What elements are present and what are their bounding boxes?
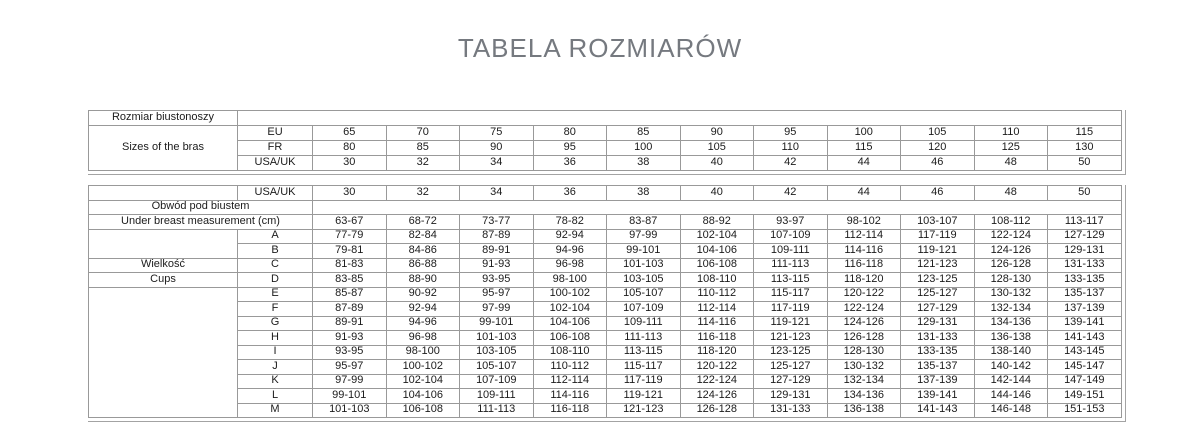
cup-range-cell: 116-118 <box>533 403 607 418</box>
cup-range-cell: 114-116 <box>680 316 754 331</box>
cup-range-cell: 119-121 <box>754 316 828 331</box>
cup-range-cell: 109-111 <box>754 244 828 259</box>
size-value-cell: 90 <box>460 141 534 156</box>
size-value-cell: 70 <box>386 126 460 141</box>
cup-range-cell: 111-113 <box>460 403 534 418</box>
cup-letter-cell: J <box>238 360 313 375</box>
cup-range-cell: 111-113 <box>754 258 828 273</box>
cup-range-cell: 103-105 <box>460 345 534 360</box>
usa-uk-header: USA/UK <box>238 186 313 201</box>
cup-range-cell: 110-112 <box>533 360 607 375</box>
cup-range-cell: 135-137 <box>1048 287 1122 302</box>
size-value-cell: 46 <box>901 156 975 171</box>
size-value-cell: 44 <box>827 156 901 171</box>
cup-range-cell: 132-134 <box>974 302 1048 317</box>
cup-range-cell: 128-130 <box>974 273 1048 288</box>
size-value-cell: 34 <box>460 156 534 171</box>
underbreast-value-cell: 108-112 <box>974 215 1048 230</box>
cup-range-cell: 112-114 <box>680 302 754 317</box>
cup-range-cell: 85-87 <box>313 287 387 302</box>
cup-range-cell: 123-125 <box>754 345 828 360</box>
page-title: TABELA ROZMIARÓW <box>457 33 743 63</box>
system-label: EU <box>238 126 313 141</box>
cup-range-cell: 120-122 <box>680 360 754 375</box>
cup-range-cell: 137-139 <box>901 374 975 389</box>
cup-range-cell: 131-133 <box>1048 258 1122 273</box>
underbreast-label-en: Under breast measurement (cm) <box>89 215 313 230</box>
cup-range-cell: 105-107 <box>460 360 534 375</box>
size-value-cell: 105 <box>901 126 975 141</box>
cup-range-cell: 96-98 <box>533 258 607 273</box>
size-value-cell: 75 <box>460 126 534 141</box>
cup-letter-cell: M <box>238 403 313 418</box>
cup-range-cell: 86-88 <box>386 258 460 273</box>
size-value-cell: 110 <box>974 126 1048 141</box>
underbreast-value-cell: 98-102 <box>827 215 901 230</box>
cup-range-cell: 103-105 <box>607 273 681 288</box>
usa-uk-value-cell: 50 <box>1048 186 1122 201</box>
cup-range-cell: 92-94 <box>533 229 607 244</box>
cup-range-cell: 116-118 <box>827 258 901 273</box>
size-value-cell: 42 <box>754 156 828 171</box>
cup-range-cell: 101-103 <box>607 258 681 273</box>
underbreast-value-cell: 113-117 <box>1048 215 1122 230</box>
cup-range-cell: 123-125 <box>901 273 975 288</box>
cup-letter-cell: D <box>238 273 313 288</box>
cup-range-cell: 116-118 <box>680 331 754 346</box>
underbreast-value-cell: 73-77 <box>460 215 534 230</box>
cup-range-cell: 136-138 <box>974 331 1048 346</box>
cup-range-cell: 143-145 <box>1048 345 1122 360</box>
cup-range-cell: 135-137 <box>901 360 975 375</box>
cup-range-cell: 114-116 <box>533 389 607 404</box>
cups-label-en: Cups <box>89 273 238 288</box>
size-tables-area <box>88 63 1128 427</box>
size-value-cell: 95 <box>533 141 607 156</box>
cup-letter-cell: G <box>238 316 313 331</box>
cup-range-cell: 125-127 <box>901 287 975 302</box>
bras-label-en: Sizes of the bras <box>89 126 238 171</box>
cup-range-cell: 141-143 <box>1048 331 1122 346</box>
cup-range-cell: 101-103 <box>460 331 534 346</box>
cup-range-cell: 138-140 <box>974 345 1048 360</box>
cup-range-cell: 99-101 <box>460 316 534 331</box>
cup-letter-cell: E <box>238 287 313 302</box>
usa-uk-value-cell: 46 <box>901 186 975 201</box>
cup-range-cell: 129-131 <box>754 389 828 404</box>
size-value-cell: 85 <box>607 126 681 141</box>
empty-cell <box>238 111 1122 126</box>
cup-range-cell: 94-96 <box>533 244 607 259</box>
underbreast-value-cell: 93-97 <box>754 215 828 230</box>
bras-table-frame <box>88 110 1126 175</box>
cup-range-cell: 130-132 <box>974 287 1048 302</box>
cup-range-cell: 147-149 <box>1048 374 1122 389</box>
usa-uk-value-cell: 42 <box>754 186 828 201</box>
cup-range-cell: 106-108 <box>386 403 460 418</box>
usa-uk-value-cell: 40 <box>680 186 754 201</box>
system-label: USA/UK <box>238 156 313 171</box>
cup-range-cell: 146-148 <box>974 403 1048 418</box>
size-value-cell: 105 <box>680 141 754 156</box>
cup-range-cell: 118-120 <box>827 273 901 288</box>
cup-range-cell: 124-126 <box>974 244 1048 259</box>
cup-range-cell: 84-86 <box>386 244 460 259</box>
cup-range-cell: 145-147 <box>1048 360 1122 375</box>
cup-range-cell: 129-131 <box>901 316 975 331</box>
cup-range-cell: 81-83 <box>313 258 387 273</box>
empty-cell <box>89 287 238 418</box>
cup-range-cell: 130-132 <box>827 360 901 375</box>
cup-range-cell: 111-113 <box>607 331 681 346</box>
underbreast-value-cell: 68-72 <box>386 215 460 230</box>
size-value-cell: 38 <box>607 156 681 171</box>
usa-uk-value-cell: 34 <box>460 186 534 201</box>
usa-uk-value-cell: 32 <box>386 186 460 201</box>
cup-range-cell: 91-93 <box>313 331 387 346</box>
cup-range-cell: 141-143 <box>901 403 975 418</box>
cup-range-cell: 122-124 <box>827 302 901 317</box>
cup-range-cell: 101-103 <box>313 403 387 418</box>
cup-range-cell: 124-126 <box>680 389 754 404</box>
usa-uk-value-cell: 30 <box>313 186 387 201</box>
cup-range-cell: 114-116 <box>827 244 901 259</box>
cup-letter-cell: K <box>238 374 313 389</box>
cup-range-cell: 95-97 <box>460 287 534 302</box>
cup-range-cell: 107-109 <box>607 302 681 317</box>
cup-range-cell: 94-96 <box>386 316 460 331</box>
cup-range-cell: 104-106 <box>386 389 460 404</box>
cup-range-cell: 118-120 <box>680 345 754 360</box>
size-value-cell: 90 <box>680 126 754 141</box>
size-value-cell: 100 <box>607 141 681 156</box>
cup-range-cell: 119-121 <box>607 389 681 404</box>
underbreast-value-cell: 103-107 <box>901 215 975 230</box>
cup-range-cell: 121-123 <box>607 403 681 418</box>
cup-range-cell: 106-108 <box>680 258 754 273</box>
cup-range-cell: 108-110 <box>680 273 754 288</box>
size-value-cell: 36 <box>533 156 607 171</box>
cup-range-cell: 87-89 <box>313 302 387 317</box>
cup-range-cell: 117-119 <box>754 302 828 317</box>
cup-range-cell: 140-142 <box>974 360 1048 375</box>
cup-range-cell: 107-109 <box>754 229 828 244</box>
empty-cell <box>89 186 238 201</box>
cup-range-cell: 136-138 <box>827 403 901 418</box>
cup-range-cell: 110-112 <box>680 287 754 302</box>
cup-range-cell: 97-99 <box>607 229 681 244</box>
cup-range-cell: 100-102 <box>533 287 607 302</box>
size-value-cell: 85 <box>386 141 460 156</box>
cup-range-cell: 96-98 <box>386 331 460 346</box>
cup-range-cell: 149-151 <box>1048 389 1122 404</box>
underbreast-value-cell: 83-87 <box>607 215 681 230</box>
cup-range-cell: 120-122 <box>827 287 901 302</box>
cup-range-cell: 102-104 <box>533 302 607 317</box>
size-value-cell: 48 <box>974 156 1048 171</box>
cup-range-cell: 97-99 <box>460 302 534 317</box>
cup-range-cell: 139-141 <box>901 389 975 404</box>
size-value-cell: 125 <box>974 141 1048 156</box>
size-value-cell: 80 <box>313 141 387 156</box>
cup-range-cell: 127-129 <box>1048 229 1122 244</box>
size-value-cell: 110 <box>754 141 828 156</box>
cup-range-cell: 133-135 <box>901 345 975 360</box>
cup-size-table <box>88 185 1122 418</box>
cup-range-cell: 121-123 <box>901 258 975 273</box>
cup-range-cell: 124-126 <box>827 316 901 331</box>
size-value-cell: 115 <box>827 141 901 156</box>
cup-letter-cell: L <box>238 389 313 404</box>
cup-range-cell: 113-115 <box>754 273 828 288</box>
size-value-cell: 50 <box>1048 156 1122 171</box>
cup-range-cell: 144-146 <box>974 389 1048 404</box>
underbreast-label-pl: Obwód pod biustem <box>89 200 313 215</box>
cup-range-cell: 115-117 <box>754 287 828 302</box>
size-value-cell: 65 <box>313 126 387 141</box>
bras-size-table <box>88 110 1122 171</box>
cups-label-pl: Wielkość <box>89 258 238 273</box>
cup-range-cell: 134-136 <box>974 316 1048 331</box>
cup-range-cell: 131-133 <box>754 403 828 418</box>
cup-range-cell: 77-79 <box>313 229 387 244</box>
cup-range-cell: 109-111 <box>607 316 681 331</box>
bras-label-pl: Rozmiar biustonoszy <box>89 111 238 126</box>
cup-range-cell: 89-91 <box>313 316 387 331</box>
cup-range-cell: 131-133 <box>901 331 975 346</box>
cup-range-cell: 119-121 <box>901 244 975 259</box>
cup-range-cell: 100-102 <box>386 360 460 375</box>
cup-range-cell: 117-119 <box>607 374 681 389</box>
cup-range-cell: 125-127 <box>754 360 828 375</box>
cup-range-cell: 105-107 <box>607 287 681 302</box>
size-value-cell: 30 <box>313 156 387 171</box>
cup-range-cell: 95-97 <box>313 360 387 375</box>
cup-range-cell: 93-95 <box>313 345 387 360</box>
usa-uk-value-cell: 38 <box>607 186 681 201</box>
size-value-cell: 40 <box>680 156 754 171</box>
size-value-cell: 115 <box>1048 126 1122 141</box>
cup-range-cell: 133-135 <box>1048 273 1122 288</box>
cup-range-cell: 126-128 <box>827 331 901 346</box>
size-value-cell: 32 <box>386 156 460 171</box>
size-value-cell: 80 <box>533 126 607 141</box>
cup-range-cell: 139-141 <box>1048 316 1122 331</box>
cup-letter-cell: H <box>238 331 313 346</box>
cup-range-cell: 99-101 <box>607 244 681 259</box>
cup-range-cell: 134-136 <box>827 389 901 404</box>
cup-range-cell: 151-153 <box>1048 403 1122 418</box>
usa-uk-value-cell: 44 <box>827 186 901 201</box>
cup-range-cell: 132-134 <box>827 374 901 389</box>
empty-cell <box>313 200 1122 215</box>
cup-range-cell: 121-123 <box>754 331 828 346</box>
underbreast-value-cell: 88-92 <box>680 215 754 230</box>
cup-range-cell: 91-93 <box>460 258 534 273</box>
cup-range-cell: 88-90 <box>386 273 460 288</box>
cup-range-cell: 99-101 <box>313 389 387 404</box>
cup-letter-cell: B <box>238 244 313 259</box>
cup-range-cell: 117-119 <box>901 229 975 244</box>
cup-range-cell: 104-106 <box>533 316 607 331</box>
cup-range-cell: 89-91 <box>460 244 534 259</box>
cup-range-cell: 82-84 <box>386 229 460 244</box>
cup-range-cell: 127-129 <box>754 374 828 389</box>
cup-range-cell: 102-104 <box>680 229 754 244</box>
cup-letter-cell: C <box>238 258 313 273</box>
cup-range-cell: 129-131 <box>1048 244 1122 259</box>
size-value-cell: 120 <box>901 141 975 156</box>
cup-range-cell: 93-95 <box>460 273 534 288</box>
underbreast-value-cell: 63-67 <box>313 215 387 230</box>
cup-range-cell: 127-129 <box>901 302 975 317</box>
cup-range-cell: 87-89 <box>460 229 534 244</box>
size-value-cell: 130 <box>1048 141 1122 156</box>
cup-range-cell: 83-85 <box>313 273 387 288</box>
system-label: FR <box>238 141 313 156</box>
cup-range-cell: 126-128 <box>974 258 1048 273</box>
usa-uk-value-cell: 36 <box>533 186 607 201</box>
cup-range-cell: 112-114 <box>827 229 901 244</box>
cup-letter-cell: F <box>238 302 313 317</box>
cup-range-cell: 98-100 <box>386 345 460 360</box>
cup-range-cell: 108-110 <box>533 345 607 360</box>
cup-range-cell: 109-111 <box>460 389 534 404</box>
cup-range-cell: 122-124 <box>974 229 1048 244</box>
cup-range-cell: 113-115 <box>607 345 681 360</box>
cup-range-cell: 79-81 <box>313 244 387 259</box>
cup-range-cell: 142-144 <box>974 374 1048 389</box>
size-value-cell: 95 <box>754 126 828 141</box>
empty-cell <box>89 229 238 258</box>
cup-range-cell: 97-99 <box>313 374 387 389</box>
cup-range-cell: 115-117 <box>607 360 681 375</box>
cups-table-frame <box>88 185 1126 422</box>
cup-range-cell: 112-114 <box>533 374 607 389</box>
cup-range-cell: 126-128 <box>680 403 754 418</box>
cup-range-cell: 92-94 <box>386 302 460 317</box>
cup-range-cell: 107-109 <box>460 374 534 389</box>
cup-range-cell: 106-108 <box>533 331 607 346</box>
size-value-cell: 100 <box>827 126 901 141</box>
cup-range-cell: 122-124 <box>680 374 754 389</box>
underbreast-value-cell: 78-82 <box>533 215 607 230</box>
usa-uk-value-cell: 48 <box>974 186 1048 201</box>
cup-range-cell: 90-92 <box>386 287 460 302</box>
cup-letter-cell: A <box>238 229 313 244</box>
cup-range-cell: 102-104 <box>386 374 460 389</box>
cup-range-cell: 104-106 <box>680 244 754 259</box>
cup-range-cell: 137-139 <box>1048 302 1122 317</box>
cup-letter-cell: I <box>238 345 313 360</box>
cup-range-cell: 98-100 <box>533 273 607 288</box>
cup-range-cell: 128-130 <box>827 345 901 360</box>
